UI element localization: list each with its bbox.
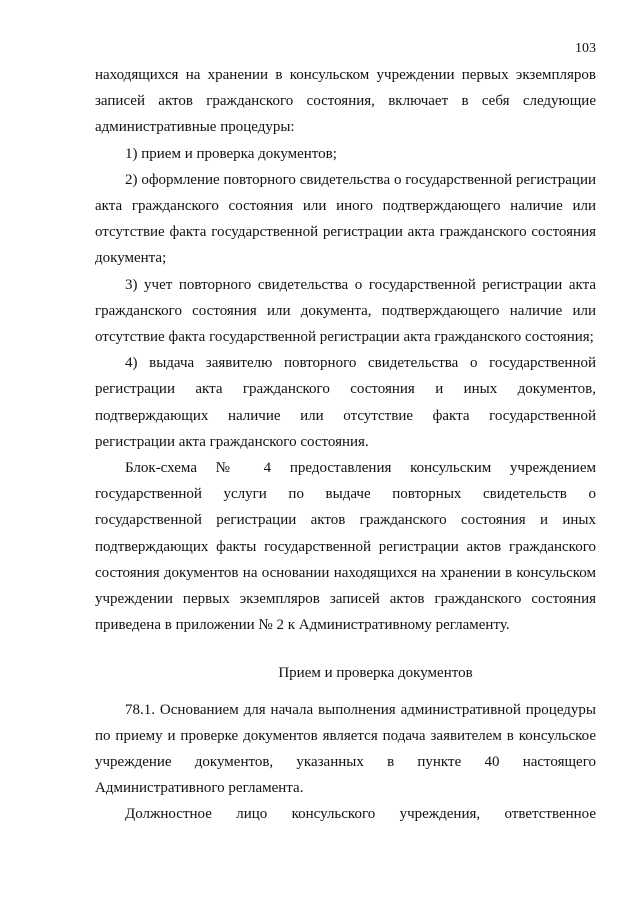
body-text <box>95 62 596 828</box>
paragraph-flowchart-reference: Блок-схема № 4 предоставления консульским учреждением государственной услуги по выдаче повторных свидетельств о государственной регистрации актов гражданского состояния и иных подтверждающих факты государственной регистрации актов гражданского состояния документов на основании находящихся на хранении в консульском учреждении первых экземпляров записей актов гражданского состояния приведена в приложении № 2 к Административному регламенту. <box>95 460 596 634</box>
paragraph-official-responsible: Должностное лицо консульского учреждения, ответственное <box>125 806 596 823</box>
section-heading: Прием и проверка документов <box>278 665 473 682</box>
paragraph-list-item-4: 4) выдача заявителю повторного свидетельства о государственной регистрации акта гражданского состояния и иных документов, подтверждающих наличие или отсутствие факта государственной регистрации акта гражданского состояния. <box>95 355 596 450</box>
paragraph-list-item-1: 1) прием и проверка документов; <box>125 145 337 162</box>
paragraph-clause-78-1: 78.1. Основанием для начала выполнения административной процедуры по приему и проверке документов является подача заявителем в консульское учреждение документов, указанных в пункте 40 настоящего Административного регламента. <box>95 701 596 797</box>
paragraph-list-item-3: 3) учет повторного свидетельства о государственной регистрации акта гражданского состояния или документа, подтверждающего наличие или отсутствие факта государственной регистрации акта гражданского состояния; <box>95 276 596 346</box>
paragraph-list-item-2: 2) оформление повторного свидетельства о государственной регистрации акта гражданского состояния или иного подтверждающего наличие или отсутствие факта государственной регистрации акта гражданского состояния документа; <box>95 171 596 267</box>
page-number: 103 <box>575 41 596 56</box>
paragraph-continuation: находящихся на хранении в консульском учреждении первых экземпляров записей актов гражданского состояния, включает в себя следующие административные процедуры: <box>95 67 596 136</box>
